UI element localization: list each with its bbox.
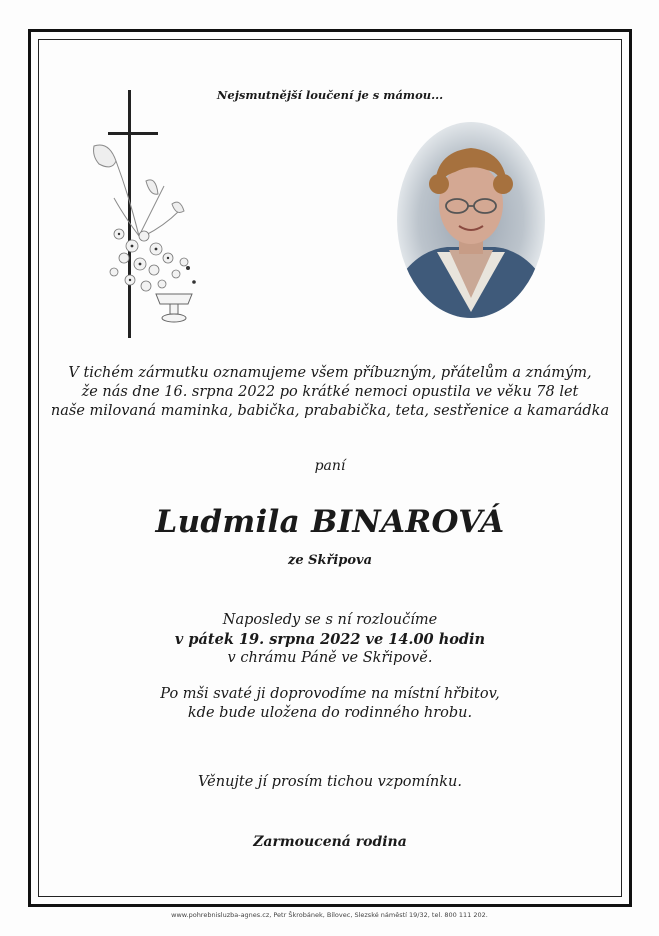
announcement-text — [38, 364, 622, 421]
burial-line: kde bude uložena do rodinného hrobu. — [187, 705, 473, 721]
ceremony-line: Naposledy se s ní rozloučíme — [222, 612, 438, 628]
burial-text — [38, 685, 622, 723]
announcement-line: naše milovaná maminka, babička, prababička, teta, sestřenice a kamarádka — [50, 403, 610, 419]
signature: Zarmoucená rodina — [253, 834, 407, 850]
deceased-origin: ze Skřipova — [287, 553, 373, 568]
deceased-name: Ludmila BINAROVÁ — [155, 504, 505, 540]
announcement-line: že nás dne 16. srpna 2022 po krátké nemoci opustila ve věku 78 let — [81, 384, 579, 400]
burial-line: Po mši svaté ji doprovodíme na místní hřbitov, — [160, 686, 500, 702]
remembrance-text: Věnujte jí prosím tichou vzpomínku. — [198, 774, 462, 790]
ceremony-date: v pátek 19. srpna 2022 ve 14.00 hodin — [174, 631, 486, 648]
portrait-photo — [397, 122, 545, 318]
honorific: paní — [314, 458, 346, 474]
ceremony-text — [38, 611, 622, 668]
motto: Nejsmutnější loučení je s mámou... — [216, 88, 444, 102]
cross-with-lilies-icon — [84, 86, 214, 340]
ceremony-place: v chrámu Páně ve Skřipově. — [227, 650, 433, 666]
announcement-line: V tichém zármutku oznamujeme všem příbuzným, přátelům a známým, — [68, 365, 592, 381]
footer-contact: www.pohrebnisluzba-agnes.cz, Petr Škrobánek, Bílovec, Slezské náměstí 19/32, tel. 800 111 202. — [171, 911, 488, 919]
